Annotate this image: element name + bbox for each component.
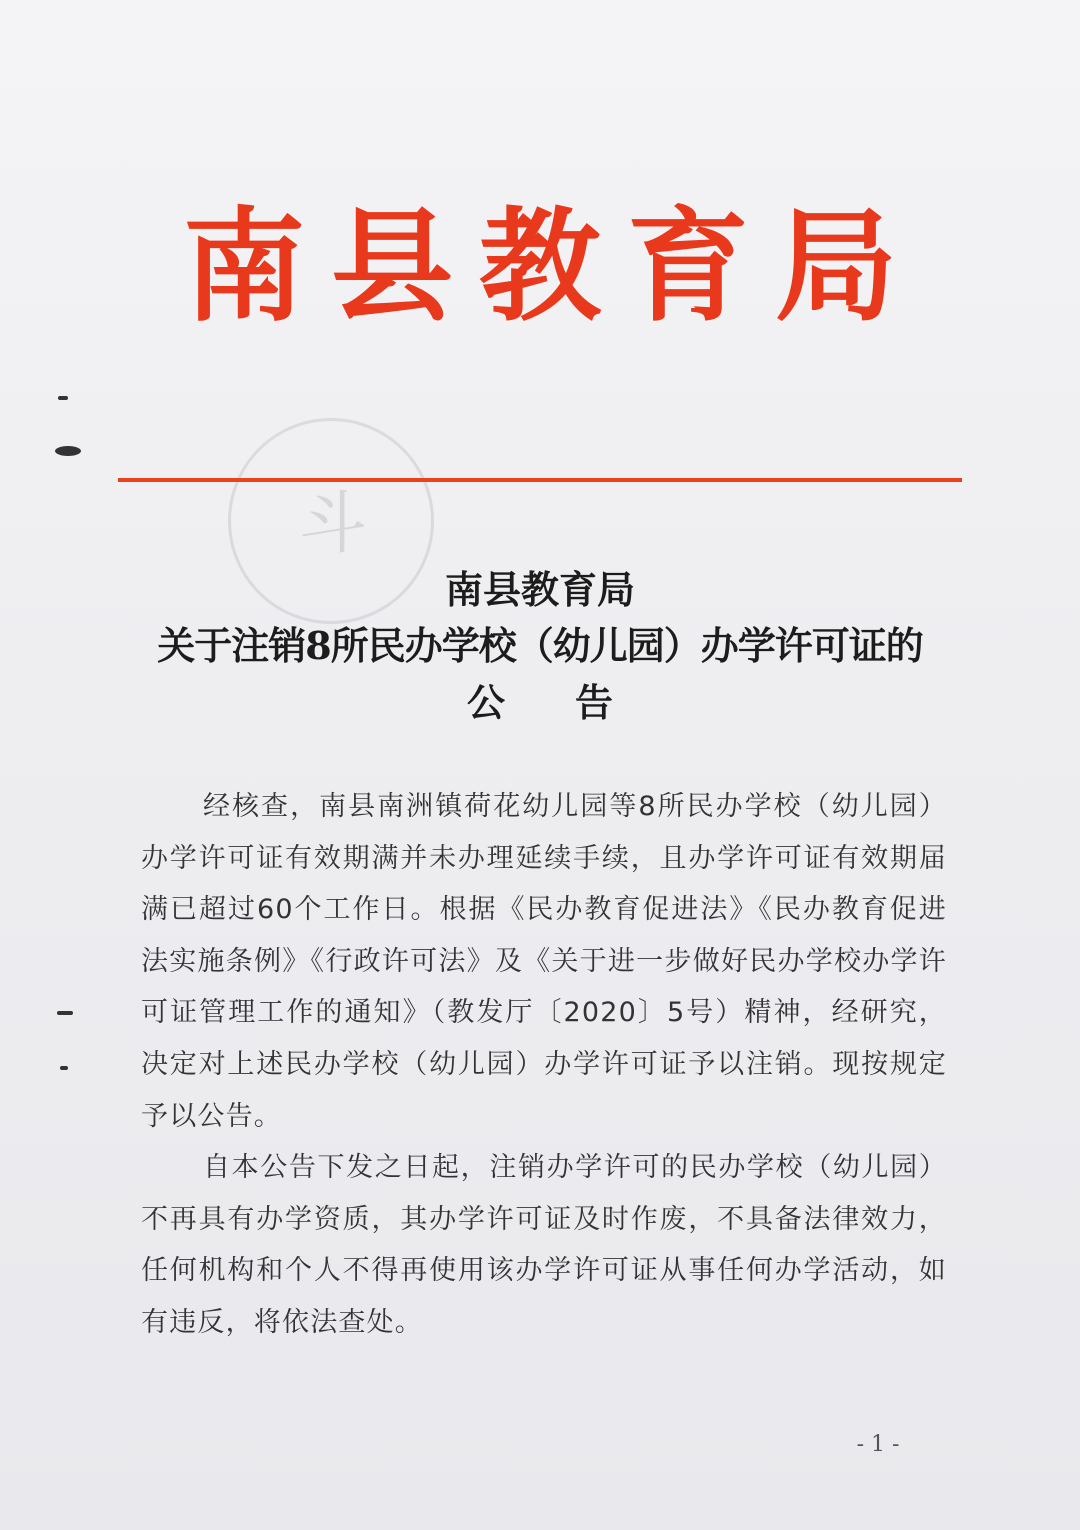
punch-mark <box>57 1011 73 1015</box>
body-paragraph-2: 自本公告下发之日起，注销办学许可的民办学校（幼儿园）不再具有办学资质，其办学许可证及时作废，不具备法律效力，任何机构和个人不得再使用该办学许可证从事任何办学活动，如有违反，将依法查处。 <box>141 1152 947 1338</box>
document-title-line-3: 公告 <box>466 680 683 725</box>
letterhead-org-name: 南县教育局 <box>183 194 923 338</box>
document-title-line-2: 关于注销8所民办学校（幼儿园）办学许可证的 <box>157 623 923 668</box>
page-number: - 1 - <box>856 1432 900 1457</box>
punch-mark <box>60 1066 68 1070</box>
body-paragraph-1: 经核查，南县南洲镇荷花幼儿园等8所民办学校（幼儿园）办学许可证有效期满并未办理延续手续，且办学许可证有效期届满已超过60个工作日。根据《民办教育促进法》《民办教育促进法实施条例》《行政许可法》及《关于进一步做好民办学校办学许可证管理工作的通知》（教发厅〔2020〕5号）精神，经研究，决定对上述民办学校（幼儿园）办学许可证予以注销。现按规定予以公告。 <box>141 791 947 1132</box>
letterhead-red-rule <box>118 478 962 482</box>
punch-mark <box>58 396 68 400</box>
document-title-line-1: 南县教育局 <box>444 567 635 612</box>
punch-mark <box>55 446 81 456</box>
faded-stamp-mark: 斗 <box>298 485 367 564</box>
